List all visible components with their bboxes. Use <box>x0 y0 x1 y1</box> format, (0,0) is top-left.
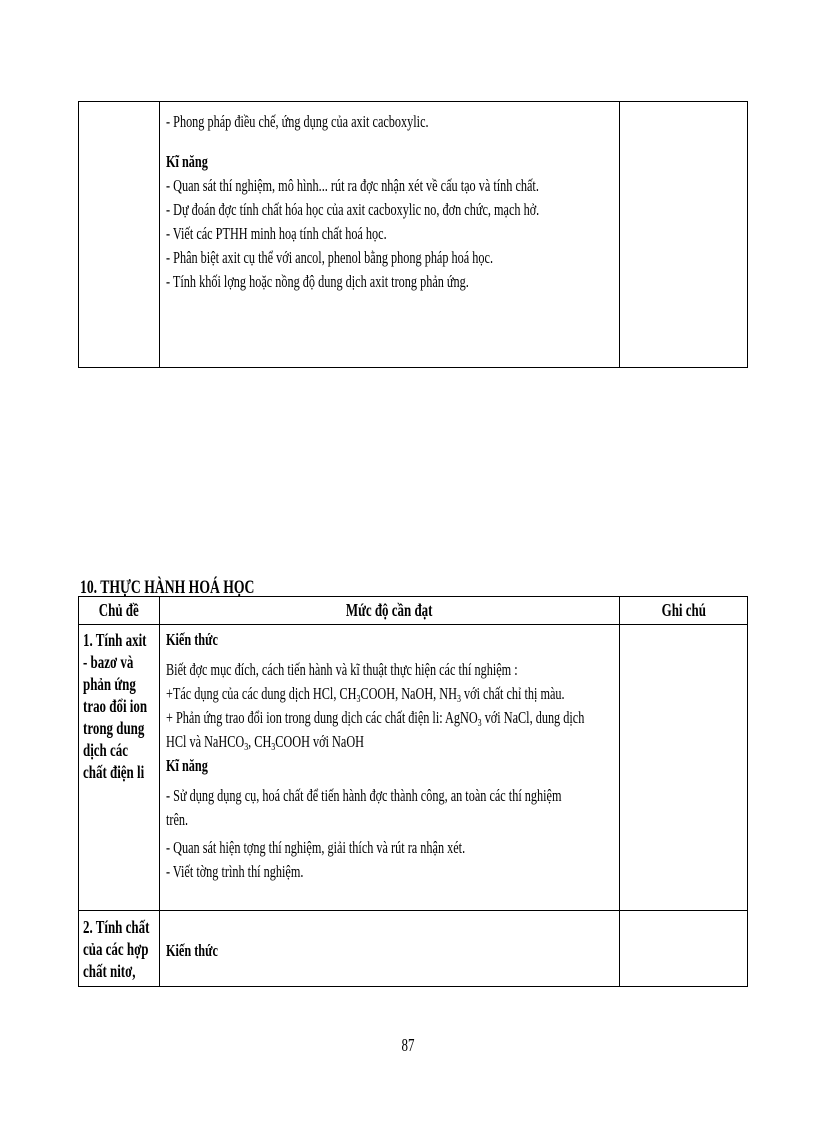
notes-cell-empty <box>619 102 747 368</box>
skills-heading: Kĩ năng <box>166 152 208 171</box>
header-requirements: Mức độ cần đạt <box>160 597 620 625</box>
text-line: Biết đợc mục đích, cách tiến hành và kĩ thuật thực hiện các thí nghiệm : <box>166 660 518 679</box>
topic-cell-2: 2. Tính chất của các hợp chất nitơ, <box>79 911 160 987</box>
notes-cell-2 <box>619 911 747 987</box>
topic-cell-1: 1. Tính axit - bazơ và phản ứng trao đổi ion trong dung dịch các chất điện li <box>79 625 160 911</box>
requirements-cell-1 <box>160 625 620 911</box>
text-line: - Dự đoán đợc tính chất hóa học của axit cacboxylic no, đơn chức, mạch hở. <box>166 200 540 219</box>
text-line: HCl và NaHCO$_3$, $CH_3COOH$ với NaOH <box>166 732 365 753</box>
text-line: +Tác dụng của các dung dịch HCl, $CH_3COOH$, NaOH, $NH_3$ với chất chỉ thị màu. <box>166 684 565 705</box>
text-line: - Viết các PTHH minh hoạ tính chất hoá học. <box>166 224 387 243</box>
text-line: trên. <box>166 810 189 829</box>
topic-cell-empty <box>79 102 160 368</box>
text-line: - Phong pháp điều chế, ứng dụng của axit cacboxylic. <box>166 112 429 131</box>
text-line: + Phản ứng trao đổi ion trong dung dịch các chất điện li: AgNO$_3$ với NaCl, dung dịch <box>166 708 585 729</box>
knowledge-heading: Kiến thức <box>166 941 218 960</box>
text-line: - Quan sát thí nghiệm, mô hình... rút ra đợc nhận xét về cấu tạo và tính chất. <box>166 176 540 195</box>
header-notes: Ghi chú <box>619 597 747 625</box>
requirements-cell-2 <box>160 911 620 987</box>
notes-cell-1 <box>619 625 747 911</box>
header-topic: Chủ đề <box>79 597 160 625</box>
knowledge-heading: Kiến thức <box>166 630 218 649</box>
content-table-continued <box>78 101 748 368</box>
text-line: - Quan sát hiện tợng thí nghiệm, giải thích và rút ra nhận xét. <box>166 838 466 857</box>
text-line: - Tính khối lợng hoặc nồng độ dung dịch axit trong phản ứng. <box>166 272 469 291</box>
page-number: 87 <box>401 1035 415 1055</box>
section-title: 10. THỰC HÀNH HOÁ HỌC <box>80 577 255 598</box>
text-line: - Viết tờng trình thí nghiệm. <box>166 862 304 881</box>
practice-table <box>78 596 748 987</box>
requirements-cell <box>160 102 620 368</box>
text-line: - Phân biệt axit cụ thể với ancol, phenol bằng phong pháp hoá học. <box>166 248 494 267</box>
text-line: - Sử dụng dụng cụ, hoá chất để tiến hành đợc thành công, an toàn các thí nghiệm <box>166 786 562 805</box>
skills-heading: Kĩ năng <box>166 756 208 775</box>
